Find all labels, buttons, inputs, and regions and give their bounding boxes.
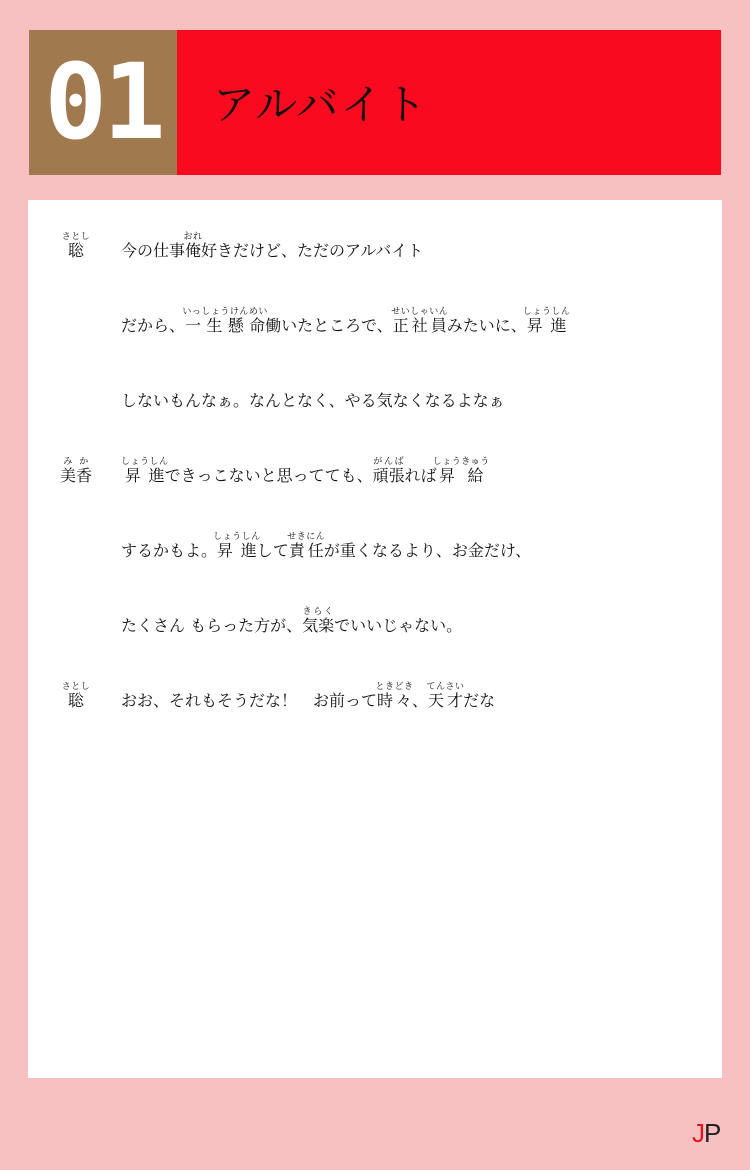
dialogue-line (28, 297, 722, 337)
dialogue-text: だから、一生懸命いっしょうけんめい働いたところで、正社員せいしゃいんみたいに、昇進しょうしん (121, 307, 571, 335)
dialogue-text: たくさん もらった方が、気楽きらくでいいじゃない。 (121, 607, 463, 635)
dialogue-text: 今の仕事俺おれ好きだけど、ただのアルバイト (121, 232, 424, 260)
dialogue-text: しないもんなぁ。なんとなく、やる気なくなるよなぁ (121, 391, 505, 410)
dialogue-card (28, 200, 722, 1078)
speaker-name: 聡さとし (61, 232, 91, 260)
section-title: アルバイト (213, 80, 429, 129)
dialogue-text: 昇進しょうしんできっこないと思ってても、頑張がんばれば昇給しょうきゅう (121, 457, 490, 485)
dialogue-text: おお、それもそうだな！ お前って時々ときどき、天才てんさいだな (121, 682, 496, 710)
jp-logo: JP (692, 1118, 721, 1148)
dialogue-line (28, 372, 722, 412)
dialogue-line (28, 672, 722, 712)
dialogue-text: するかもよ。昇進しょうしんして責任せきにんが重くなるより、お金だけ、 (121, 532, 532, 560)
dialogue-line (28, 447, 722, 487)
dialogue-line (28, 522, 722, 562)
dialogue-line (28, 222, 722, 262)
section-number: 01 (29, 30, 177, 175)
title-banner (177, 30, 721, 175)
speaker-name: 美香みか (59, 457, 92, 485)
header (29, 30, 721, 175)
speaker-name: 聡さとし (61, 682, 91, 710)
dialogue-line (28, 597, 722, 637)
